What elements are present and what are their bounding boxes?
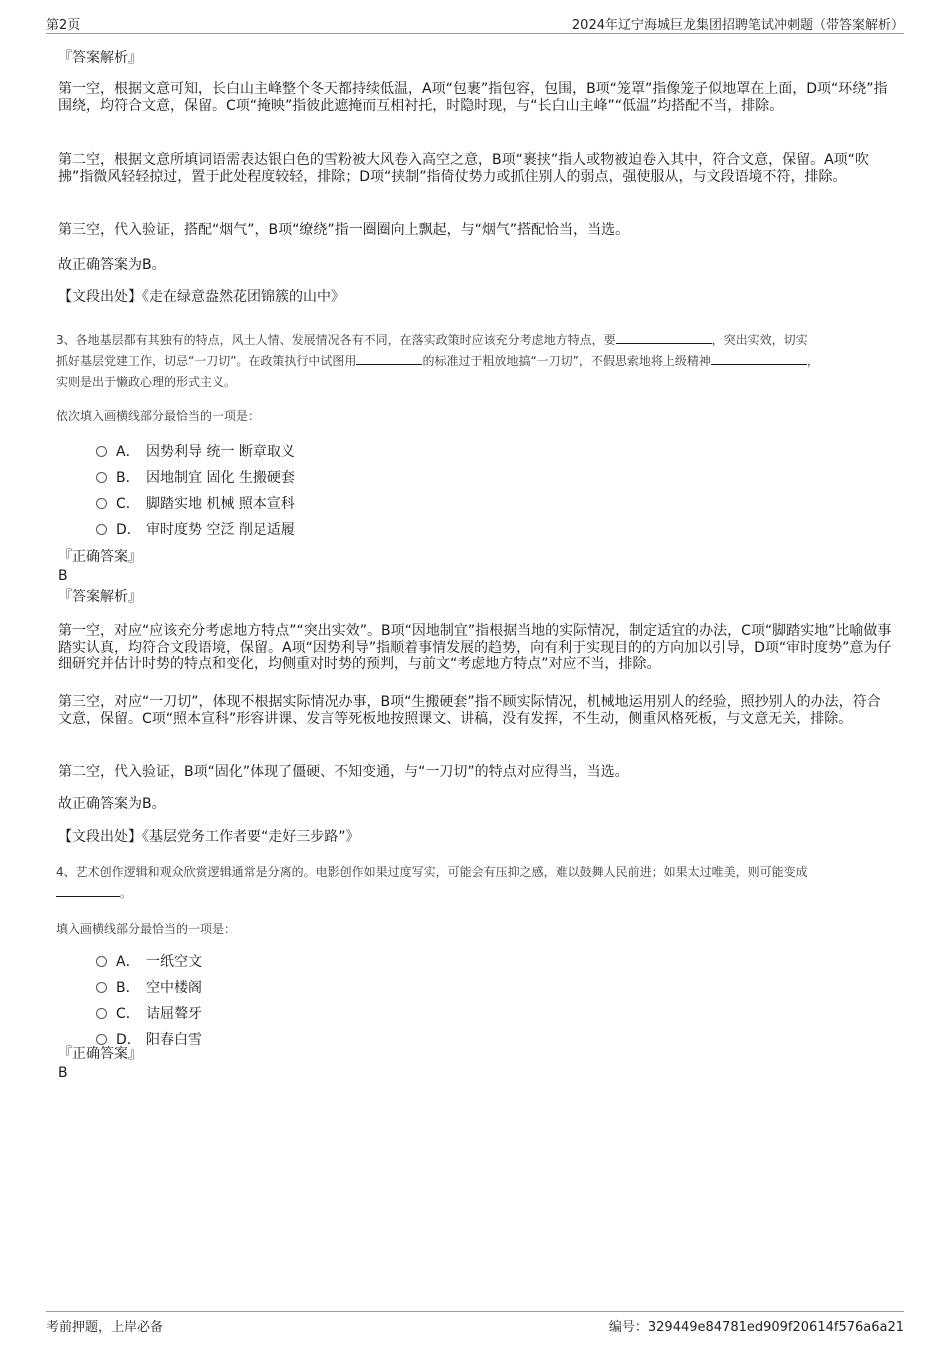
radio-icon[interactable] <box>96 498 107 509</box>
q4-answer: B <box>58 1065 68 1081</box>
q3-conclusion: 故正确答案为B。 <box>58 796 166 812</box>
q3-analysis-para-1: 第一空，对应“应该充分考虑地方特点”“突出实效”。B项“因地制宜”指根据当地的实际情况，制定适宜的办法，C项“脚踏实地”比喻做事踏实认真，均符合文段语境，保留。A项“因势利导”指顺着事情发展的趋势，向有利于实现目的的方向加以引导，D项“审时度势”意为仔细研究并估计时势的特点和变化，均侧重对时势的预判，与前文“考虑地方特点”对应不当，排除。 <box>58 623 892 672</box>
radio-icon[interactable] <box>96 1008 107 1019</box>
q3-blank-1 <box>616 331 712 344</box>
q4-option-b[interactable]: B． 空中楼阁 <box>96 979 202 997</box>
q4-option-d[interactable]: D． 阳春白雪 <box>96 1031 202 1049</box>
q3-option-d[interactable]: D． 审时度势 空泛 削足适履 <box>96 521 295 539</box>
page-footer <box>46 1311 904 1336</box>
page-header <box>46 11 904 34</box>
q4-answer-label: 『正确答案』 <box>58 1046 142 1062</box>
q4-option-a[interactable]: A． 一纸空文 <box>96 953 202 971</box>
q3-blank-2 <box>356 352 422 365</box>
q3-source: 【文段出处】《基层党务工作者要“走好三步路”》 <box>58 829 360 845</box>
radio-icon[interactable] <box>96 982 107 993</box>
q4-stem: 4、艺术创作逻辑和观众欣赏逻辑通常是分离的。电影创作如果过度写实，可能会有压抑之感，难以鼓舞人民前进；如果太过唯美，则可能变成 。 <box>56 865 808 900</box>
q3-option-c[interactable]: C． 脚踏实地 机械 照本宣科 <box>96 495 295 513</box>
q4-option-c[interactable]: C． 诘屈聱牙 <box>96 1005 202 1023</box>
radio-icon[interactable] <box>96 472 107 483</box>
radio-icon[interactable] <box>96 1034 107 1045</box>
radio-icon[interactable] <box>96 956 107 967</box>
q3-instruction: 依次填入画横线部分最恰当的一项是： <box>56 409 261 423</box>
radio-icon[interactable] <box>96 446 107 457</box>
q2-analysis-para-1: 第一空，根据文意可知，长白山主峰整个冬天都持续低温，A项“包裹”指包容，包围，B项“笼罩”指像笼子似地罩在上面，D项“环绕”指围绕，均符合文意，保留。C项“掩映”指彼此遮掩而互相衬托，时隐时现，与“长白山主峰”“低温”均搭配不当，排除。 <box>58 81 888 114</box>
q2-conclusion: 故正确答案为B。 <box>58 257 166 273</box>
page-number: 第2页 <box>46 18 81 33</box>
q2-analysis-para-2: 第二空，根据文意所填词语需表达银白色的雪粉被大风卷入高空之意，B项“裹挟”指人或物被迫卷入其中，符合文意，保留。A项“吹拂”指微风轻轻掠过，置于此处程度较轻，排除；D项“挟制”指倚仗势力或抓住别人的弱点，强使服从，与文段语境不符，排除。 <box>58 152 869 185</box>
q3-answer: B <box>58 568 68 584</box>
q3-analysis-para-3: 第二空，代入验证，B项“固化”体现了僵硬、不知变通，与“一刀切”的特点对应得当，当选。 <box>58 764 629 780</box>
q3-blank-3 <box>711 352 807 365</box>
q4-blank-1 <box>56 884 120 897</box>
q3-analysis-para-2: 第三空，对应“一刀切”，体现不根据实际情况办事，B项“生搬硬套”指不顾实际情况，机械地运用别人的经验，照抄别人的办法，符合文意，保留。C项“照本宣科”形容讲课、发言等死板地按照课文、讲稿，没有发挥，不生动，侧重风格死板，与文意无关，排除。 <box>58 694 881 727</box>
q2-source: 【文段出处】《走在绿意盎然花团锦簇的山中》 <box>58 289 345 305</box>
radio-icon[interactable] <box>96 524 107 535</box>
q2-analysis-label: 『答案解析』 <box>58 50 142 66</box>
document-id: 编号：329449e84781ed909f20614f576a6a21 <box>608 1320 904 1335</box>
q3-analysis-label: 『答案解析』 <box>58 589 142 605</box>
q3-option-a[interactable]: A． 因势利导 统一 断章取义 <box>96 443 295 461</box>
footer-slogan: 考前押题，上岸必备 <box>46 1320 164 1335</box>
q3-option-b[interactable]: B． 因地制宜 固化 生搬硬套 <box>96 469 295 487</box>
q3-answer-label: 『正确答案』 <box>58 549 142 565</box>
document-title: 2024年辽宁海城巨龙集团招聘笔试冲刺题（带答案解析） <box>571 18 904 33</box>
q4-instruction: 填入画横线部分最恰当的一项是： <box>56 922 237 936</box>
q3-stem: 3、各地基层都有其独有的特点，风土人情、发展情况各有不同，在落实政策时应该充分考虑地方特点，要 ，突出实效，切实 抓好基层党建工作，切忌“一刀切”。在政策执行中试图用 的标准过于粗放地搞“一刀切”，不假思索地将上级精神 ， 实则是出于懒政心理的形式主义。 <box>56 333 819 389</box>
q2-analysis-para-3: 第三空，代入验证，搭配“烟气”，B项“缭绕”指一圈圈向上飘起，与“烟气”搭配恰当，当选。 <box>58 222 630 238</box>
